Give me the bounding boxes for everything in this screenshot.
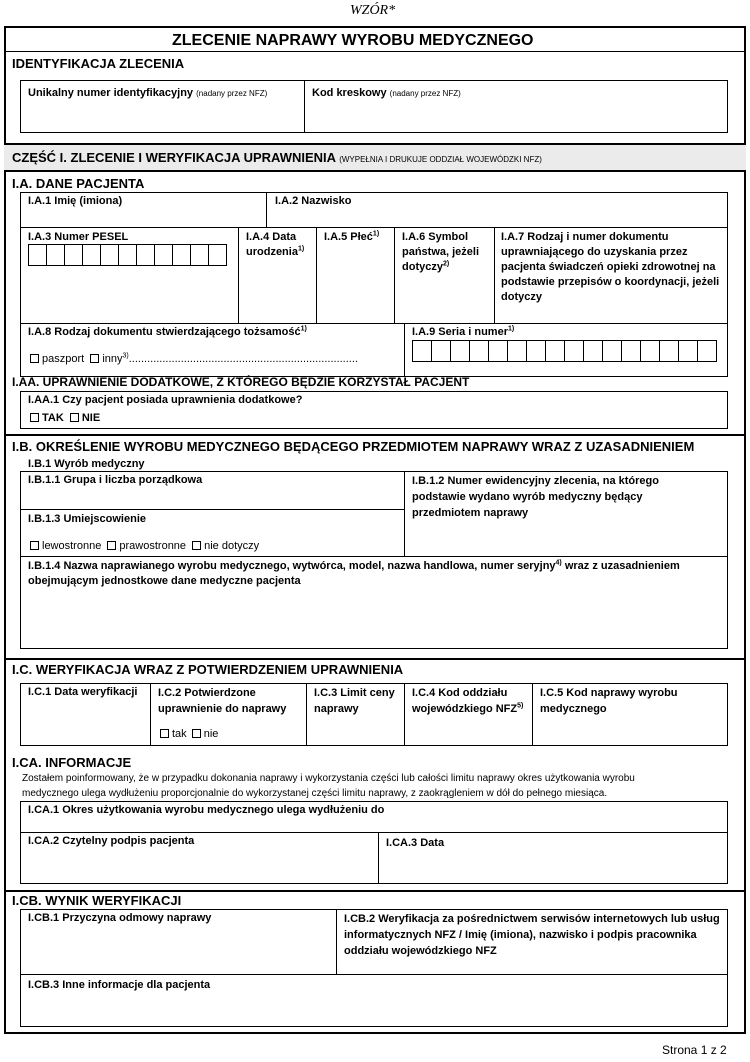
- ib-row-divider-1: [20, 509, 404, 510]
- ia-col-divider-3: [316, 227, 317, 323]
- ia-col-divider-4: [394, 227, 395, 323]
- ib12-label: I.B.1.2 Numer ewidencyjny zlecenia, na którego podstawie wydano wyrób medyczny będący przedmiotem naprawy: [412, 475, 659, 519]
- ica2-label: I.CA.2 Czytelny podpis pacjenta: [28, 835, 195, 847]
- ic3-label: I.C.3 Limit ceny naprawy: [314, 687, 395, 715]
- ic5-label: I.C.5 Kod naprawy wyrobu medycznego: [540, 687, 678, 715]
- ic4-label: I.C.4 Kod oddziału wojewódzkiego NFZ$^{5)}$: [412, 687, 524, 715]
- ib13-label: I.B.1.3 Umiejscowienie: [28, 513, 146, 525]
- iaa-heading: I.AA. UPRAWNIENIE DODATKOWE, Z KTÓREGO BĘDZIE KORZYSTAŁ PACJENT: [12, 375, 470, 389]
- ia-row1-divider: [20, 227, 728, 228]
- iaa1-label: I.AA.1 Czy pacjent posiada uprawnienia dodatkowe?: [28, 394, 303, 406]
- ic2-label: I.C.2 Potwierdzone uprawnienie do naprawy: [158, 687, 287, 715]
- ia2-label: I.A.2 Nazwisko: [275, 195, 352, 207]
- ic-divider: [4, 658, 746, 660]
- ic1-label: I.C.1 Data weryfikacji: [28, 686, 138, 698]
- icb1-label: I.CB.1 Przyczyna odmowy naprawy: [28, 912, 212, 924]
- part1-heading: CZĘŚĆ I. ZLECENIE I WERYFIKACJA UPRAWNIENIA (WYPEŁNIA I DRUKUJE ODDZIAŁ WOJEWÓDZKI NFZ): [12, 150, 542, 165]
- ia6-label: I.A.6 Symbol państwa, jeżeli dotyczy$^{2)}$: [402, 231, 480, 273]
- pesel-input[interactable]: [28, 244, 227, 266]
- ia3-label: I.A.3 Numer PESEL: [28, 231, 129, 243]
- id-doc-options: paszport inny$^{3)}$...........................................................................: [30, 352, 358, 367]
- ia-heading: I.A. DANE PACJENTA: [12, 176, 145, 191]
- icb-row-divider: [20, 974, 728, 975]
- ia1-label: I.A.1 Imię (imiona): [28, 195, 123, 207]
- ib-row-divider-2: [20, 556, 728, 557]
- right-checkbox[interactable]: [107, 541, 116, 550]
- icb-heading: I.CB. WYNIK WERYFIKACJI: [12, 893, 182, 908]
- ib11-label: I.B.1.1 Grupa i liczba porządkowa: [28, 474, 203, 486]
- ica3-label: I.CA.3 Data: [386, 837, 445, 849]
- ica-info-line-2: medycznego ulega wydłużeniu proporcjonalnie do wykorzystanej części limitu naprawy, z zaokrągleniem w dół do pełnego miesiąca.: [22, 788, 608, 799]
- ica1-label: I.CA.1 Okres użytkowania wyrobu medycznego ulega wydłużeniu do: [28, 804, 385, 816]
- icb-divider: [4, 890, 746, 892]
- ib-heading: I.B. OKREŚLENIE WYROBU MEDYCZNEGO BĘDĄCEGO PRZEDMIOTEM NAPRAWY WRAZ Z UZASADNIENIEM: [12, 439, 695, 454]
- page-number: Strona 1 z 2: [662, 1043, 727, 1057]
- additional-no-checkbox[interactable]: [70, 413, 79, 422]
- wzor-label: WZÓR*: [350, 3, 396, 18]
- left-checkbox[interactable]: [30, 541, 39, 550]
- date-field[interactable]: [379, 852, 727, 883]
- confirmed-yes-checkbox[interactable]: [160, 729, 169, 738]
- barcode-label: Kod kreskowy (nadany przez NFZ): [312, 87, 461, 99]
- ica-info-line-1: Zostałem poinformowany, że w przypadku dokonania naprawy i wykorzystania części lub całości limitu naprawy okres użytkowania wyrobu: [22, 773, 635, 784]
- ident-heading: IDENTYFIKACJA ZLECENIA: [12, 56, 185, 71]
- other-doc-checkbox[interactable]: [90, 354, 99, 363]
- ia4-label: I.A.4 Data urodzenia$^{1)}$: [246, 231, 305, 258]
- ia7-label: I.A.7 Rodzaj i numer dokumentu uprawniającego do uzyskania przez pacjenta świadczeń opieki zdrowotnej na podstawie przepisów o koordynacji, jeżeli dotyczy: [501, 231, 720, 303]
- iaa-options: TAK NIE: [30, 411, 100, 426]
- ib14-label: I.B.1.4 Nazwa naprawianego wyrobu medycznego, wytwórca, model, nazwa handlowa, numer seryjny$^{4)}$ wraz z uzasadnieniem obejmującym jednostkowe dane medyczne pacjenta: [28, 559, 680, 587]
- ic-heading: I.C. WERYFIKACJA WRAZ Z POTWIERDZENIEM UPRAWNIENIA: [12, 662, 404, 677]
- ic-col-divider-3: [404, 683, 405, 746]
- not-applicable-checkbox[interactable]: [192, 541, 201, 550]
- ia-row2-divider: [20, 323, 728, 324]
- device-description-field[interactable]: [21, 592, 727, 648]
- ib-divider: [4, 434, 746, 436]
- ica-heading: I.CA. INFORMACJE: [12, 755, 132, 770]
- ia-col-divider-2: [238, 227, 239, 323]
- title-divider: [4, 51, 746, 52]
- first-name-field[interactable]: [21, 208, 265, 226]
- unique-id-field[interactable]: [21, 102, 303, 132]
- icb3-label: I.CB.3 Inne informacje dla pacjenta: [28, 979, 211, 991]
- ia5-label: I.A.5 Płeć$^{1)}$: [324, 230, 380, 243]
- icb-col-divider: [336, 909, 337, 974]
- additional-yes-checkbox[interactable]: [30, 413, 39, 422]
- passport-checkbox[interactable]: [30, 354, 39, 363]
- ic-col-divider-1: [150, 683, 151, 746]
- icb2-label: I.CB.2 Weryfikacja za pośrednictwem serwisów internetowych lub usług informatycznych NFZ / Imię (imiona), nazwisko i podpis pracownika oddziału wojewódzkiego NFZ: [344, 913, 720, 957]
- ic2-options: tak nie: [160, 727, 218, 742]
- ic-col-divider-4: [532, 683, 533, 746]
- id-number-input[interactable]: [412, 340, 717, 362]
- ib1-label: I.B.1 Wyrób medyczny: [28, 458, 145, 470]
- patient-signature-field[interactable]: [21, 850, 377, 883]
- barcode-field[interactable]: [305, 102, 727, 132]
- surname-field[interactable]: [267, 208, 727, 226]
- ia-col-divider-6: [404, 323, 405, 377]
- ia-col-divider-5: [494, 227, 495, 323]
- unique-id-label: Unikalny numer identyfikacyjny (nadany przez NFZ): [28, 87, 268, 99]
- side-options: lewostronne prawostronne nie dotyczy: [30, 539, 259, 554]
- ica-row-divider: [20, 832, 728, 833]
- ia8-label: I.A.8 Rodzaj dokumentu stwierdzającego tożsamość$^{1)}$: [28, 325, 307, 338]
- other-info-field[interactable]: [21, 993, 727, 1026]
- ia9-label: I.A.9 Seria i numer$^{1)}$: [412, 325, 515, 338]
- confirmed-no-checkbox[interactable]: [192, 729, 201, 738]
- ic-col-divider-2: [306, 683, 307, 746]
- form-title: ZLECENIE NAPRAWY WYROBU MEDYCZNEGO: [172, 32, 534, 49]
- ib-col-divider: [404, 471, 405, 556]
